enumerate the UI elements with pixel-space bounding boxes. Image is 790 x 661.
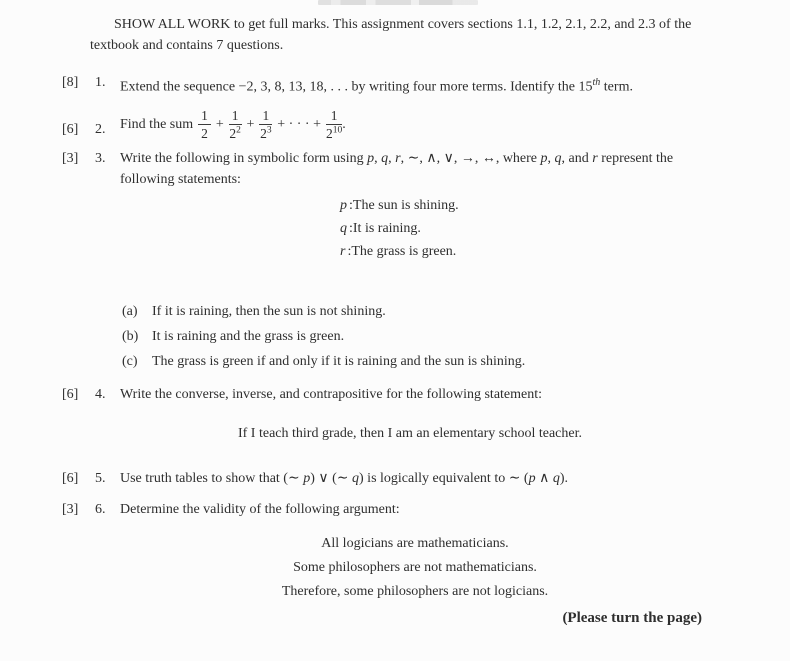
statement-q (340, 217, 790, 240)
subquestion-label: (b) (122, 328, 139, 344)
var-q: q (381, 150, 389, 166)
statement-r (340, 240, 790, 263)
text-q5 (120, 468, 705, 489)
fraction-numerator: 1 (198, 108, 211, 126)
question-5 (62, 468, 705, 489)
text-q3 (120, 148, 705, 190)
fraction-denominator (259, 125, 272, 142)
plus-operator: + (246, 117, 255, 133)
statement-var: q (340, 220, 347, 236)
q5-seg: ) ∨ (∼ (310, 470, 353, 486)
intro-paragraph: SHOW ALL WORK to get full marks. This assignment covers sections 1.1, 1.2, 2.1, 2.2, and 2.3 of the textbook and contains 7 questions. (90, 17, 692, 53)
number-q3: 3. (95, 150, 106, 166)
var-p: p (540, 150, 548, 166)
question-6 (62, 499, 705, 520)
var-p: p (367, 150, 375, 166)
argument-premise-2: Some philosophers are not mathematicians. (293, 559, 537, 575)
var-p: p (303, 470, 311, 486)
number-q4: 4. (95, 386, 106, 402)
var-q: q (552, 470, 560, 486)
marks-q1: [8] (62, 75, 79, 90)
subquestion-b (122, 324, 790, 349)
question-3 (62, 148, 705, 190)
subquestion-label: (a) (122, 303, 138, 319)
q3-seg: represent the following statements: (120, 150, 674, 187)
argument-premise-1: All logicians are mathematicians. (321, 535, 509, 551)
marks-q2: [6] (62, 121, 79, 137)
marks-q5: [6] (62, 470, 79, 486)
q3-seg: , and (561, 150, 593, 166)
fraction-1-over-2cu (259, 108, 272, 142)
q3-seg: , (374, 150, 382, 166)
number-q6: 6. (95, 501, 106, 517)
text-q6: Determine the validity of the following argument: (120, 501, 400, 517)
var-r: r (592, 150, 598, 166)
subquestions (122, 299, 790, 374)
turn-page-note: (Please turn the page) (562, 609, 702, 626)
q1-body: Extend the sequence −2, 3, 8, 13, 18, . . . by writing four more terms. Identify the 15 (120, 79, 593, 95)
den-exponent: 2 (236, 125, 241, 136)
statement-text: :The sun is shining. (349, 197, 459, 213)
number-q1: 1. (95, 75, 106, 90)
q1-tail: term. (600, 79, 633, 95)
subquestion-text: It is raining and the grass is green. (152, 328, 345, 344)
den-base: 2 (325, 126, 333, 142)
var-q: q (554, 150, 562, 166)
subquestion-label: (c) (122, 353, 138, 369)
statement-text: :The grass is green. (347, 243, 457, 259)
var-p: p (528, 470, 536, 486)
fraction-numerator: 1 (326, 108, 342, 126)
statement-var: p (340, 197, 347, 213)
den-base: 2 (201, 126, 208, 142)
q3-seg: Write the following in symbolic form using (120, 150, 368, 166)
marks-q4: [6] (62, 386, 79, 402)
q5-seg: ) is logically equivalent to ∼ ( (359, 470, 529, 486)
statement-var: r (340, 243, 346, 259)
cropped-header-remnant (318, 0, 478, 5)
subquestion-a (122, 299, 790, 324)
statement-definitions (340, 194, 790, 263)
text-q1 (120, 72, 705, 98)
den-exponent: 3 (266, 125, 272, 136)
statement-text: :It is raining. (349, 220, 421, 236)
q5-seg: ∧ (535, 470, 553, 486)
fraction-1-over-2pow10 (326, 108, 342, 142)
subquestion-text: If it is raining, then the sun is not shining. (152, 303, 386, 319)
fraction-numerator: 1 (259, 108, 272, 126)
question-2 (62, 108, 705, 142)
plus-operator: + (215, 117, 224, 133)
statement-p (340, 194, 790, 217)
fraction-denominator (326, 125, 342, 142)
argument-conclusion: Therefore, some philosophers are not logicians. (281, 583, 549, 599)
q3-connectives: , ∼, ∧, ∨, →, ↔, where (400, 150, 541, 166)
subquestion-c (122, 349, 790, 374)
number-q2: 2. (95, 121, 106, 137)
q1-ordinal-superscript: th (592, 77, 601, 88)
q2-period: . (342, 117, 346, 133)
marks-q3: [3] (62, 150, 79, 166)
number-q5: 5. (95, 470, 106, 486)
fraction-1-over-2sq (229, 108, 242, 142)
question-1 (62, 72, 705, 98)
fraction-denominator (198, 125, 211, 142)
text-q2 (120, 108, 705, 142)
text-q4: Write the converse, inverse, and contrapositive for the following statement: (120, 386, 543, 402)
q5-seg: ). (559, 470, 569, 486)
fraction-numerator: 1 (229, 108, 242, 126)
q5-seg: Use truth tables to show that (∼ (120, 470, 304, 486)
q3-seg: , (547, 150, 555, 166)
den-base: 2 (229, 126, 237, 142)
conditional-statement: If I teach third grade, then I am an elementary school teacher. (237, 425, 582, 441)
q3-seg: , (388, 150, 396, 166)
question-4 (62, 384, 705, 405)
argument-block (120, 532, 710, 604)
var-q: q (352, 470, 360, 486)
marks-q6: [3] (62, 501, 79, 517)
fraction-1-over-2 (198, 108, 211, 142)
var-r: r (395, 150, 401, 166)
cdots-operator: + · · · + (277, 117, 321, 133)
q2-lead: Find the sum (120, 117, 194, 133)
den-exponent: 10 (332, 125, 343, 136)
subquestion-text: The grass is green if and only if it is raining and the sun is shining. (152, 353, 526, 369)
den-base: 2 (260, 126, 267, 142)
fraction-denominator (229, 125, 242, 142)
